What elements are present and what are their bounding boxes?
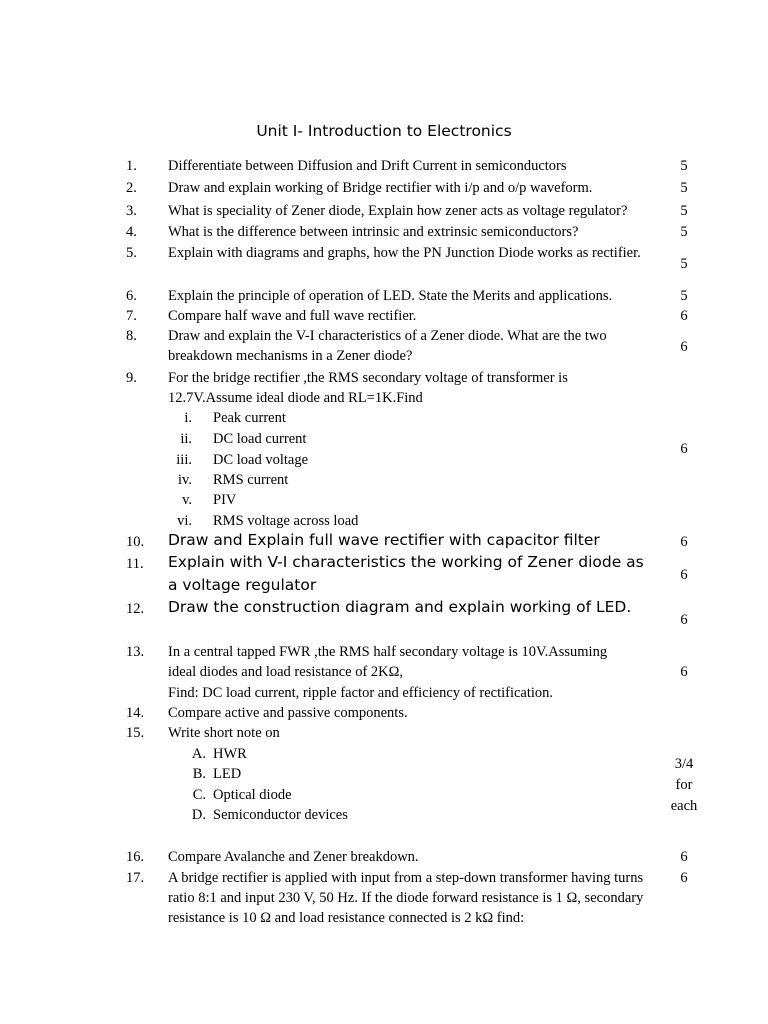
question-number: 4. bbox=[126, 224, 137, 240]
question-text: Compare Avalanche and Zener breakdown. bbox=[168, 849, 419, 865]
question-text: For the bridge rectifier ,the RMS secondary voltage of transformer is 12.7V.Assume ideal diode and RL=1K.Find bbox=[168, 370, 568, 406]
question-number: 15. bbox=[126, 725, 145, 741]
sub-item-label: B. bbox=[192, 766, 206, 782]
sub-item-text: Peak current bbox=[213, 410, 286, 426]
question-marks: for bbox=[675, 777, 693, 793]
question-number: 13. bbox=[126, 644, 145, 660]
question-marks: 5 bbox=[680, 288, 688, 304]
question-number: 10. bbox=[126, 534, 145, 550]
sub-item-text: Semiconductor devices bbox=[213, 807, 348, 823]
sub-item-label: D. bbox=[191, 807, 206, 823]
question-marks: 6 bbox=[680, 870, 688, 886]
sub-item-text: PIV bbox=[213, 492, 237, 508]
question-text: Write short note on bbox=[168, 725, 280, 741]
question-marks: 5 bbox=[680, 180, 688, 196]
question-text: A bridge rectifier is applied with input from a step-down transformer having turns ratio 8:1 and input 230 V, 50 Hz. If the diode forward resistance is 1 Ω, secondary resistance is 10 Ω and load resistance connected is 2 kΩ find: bbox=[168, 870, 644, 926]
question-text: Draw and explain the V-I characteristics of a Zener diode. What are the two breakdown mechanisms in a Zener diode? bbox=[168, 328, 607, 364]
question-number: 16. bbox=[126, 849, 145, 865]
question-number: 17. bbox=[126, 870, 145, 886]
question-marks: 6 bbox=[680, 567, 688, 583]
sub-item-text: DC load voltage bbox=[213, 452, 309, 468]
sub-item-text: HWR bbox=[213, 746, 247, 762]
question-number: 1. bbox=[126, 158, 137, 174]
question-marks: 5 bbox=[680, 203, 688, 219]
question-number: 7. bbox=[126, 308, 137, 324]
sub-item-label: iv. bbox=[178, 472, 192, 488]
sub-item-label: C. bbox=[192, 787, 206, 803]
question-text: Explain the principle of operation of LED. State the Merits and applications. bbox=[168, 288, 613, 304]
question-text: Explain with diagrams and graphs, how the PN Junction Diode works as rectifier. bbox=[168, 245, 641, 261]
question-marks: 6 bbox=[680, 664, 688, 680]
sub-item-label: v. bbox=[182, 492, 192, 508]
question-number: 12. bbox=[126, 601, 145, 617]
question-number: 2. bbox=[126, 180, 137, 196]
question-number: 3. bbox=[126, 203, 137, 219]
sub-item-text: RMS voltage across load bbox=[213, 513, 359, 529]
question-text: What is the difference between intrinsic and extrinsic semiconductors? bbox=[168, 224, 579, 240]
sub-item-text: RMS current bbox=[213, 472, 289, 488]
question-text: Compare half wave and full wave rectifier. bbox=[168, 308, 417, 324]
question-text: What is speciality of Zener diode, Explain how zener acts as voltage regulator? bbox=[168, 203, 628, 219]
question-number: 9. bbox=[126, 370, 137, 386]
question-number: 6. bbox=[126, 288, 137, 304]
sub-item-label: A. bbox=[191, 746, 206, 762]
question-marks: 5 bbox=[680, 158, 688, 174]
sub-item-text: DC load current bbox=[213, 431, 307, 447]
question-text: Explain with V-I characteristics the working of Zener diode as a voltage regulator bbox=[168, 553, 644, 594]
sub-item-label: i. bbox=[184, 410, 192, 426]
question-marks: 6 bbox=[680, 339, 688, 355]
question-marks: each bbox=[670, 798, 698, 814]
question-number: 8. bbox=[126, 328, 137, 344]
question-marks: 6 bbox=[680, 612, 688, 628]
question-text: Draw and Explain full wave rectifier with capacitor filter bbox=[168, 531, 600, 549]
sub-item-label: ii. bbox=[180, 431, 192, 447]
sub-item-label: iii. bbox=[176, 452, 192, 468]
sub-item-label: vi. bbox=[177, 513, 192, 529]
question-text: Draw and explain working of Bridge rectifier with i/p and o/p waveform. bbox=[168, 180, 593, 196]
question-number: 14. bbox=[126, 705, 145, 721]
question-marks: 3/4 bbox=[674, 756, 694, 772]
question-marks: 6 bbox=[680, 534, 688, 550]
sub-item-text: LED bbox=[213, 766, 242, 782]
question-text: Draw the construction diagram and explain working of LED. bbox=[168, 598, 632, 616]
question-number: 5. bbox=[126, 245, 137, 261]
question-number: 11. bbox=[126, 556, 144, 572]
question-marks: 5 bbox=[680, 224, 688, 240]
question-marks: 6 bbox=[680, 849, 688, 865]
question-text: In a central tapped FWR ,the RMS half secondary voltage is 10V.Assuming ideal diodes and load resistance of 2KΩ, bbox=[168, 644, 608, 680]
question-text: Differentiate between Diffusion and Drift Current in semiconductors bbox=[168, 158, 567, 174]
question-marks: 6 bbox=[680, 308, 688, 324]
question-text-continued: Find: DC load current, ripple factor and efficiency of rectification. bbox=[168, 685, 554, 701]
sub-item-text: Optical diode bbox=[213, 787, 292, 803]
page-title: Unit I- Introduction to Electronics bbox=[256, 122, 512, 140]
question-marks: 5 bbox=[680, 256, 688, 272]
question-text: Compare active and passive components. bbox=[168, 705, 408, 721]
question-marks: 6 bbox=[680, 441, 688, 457]
